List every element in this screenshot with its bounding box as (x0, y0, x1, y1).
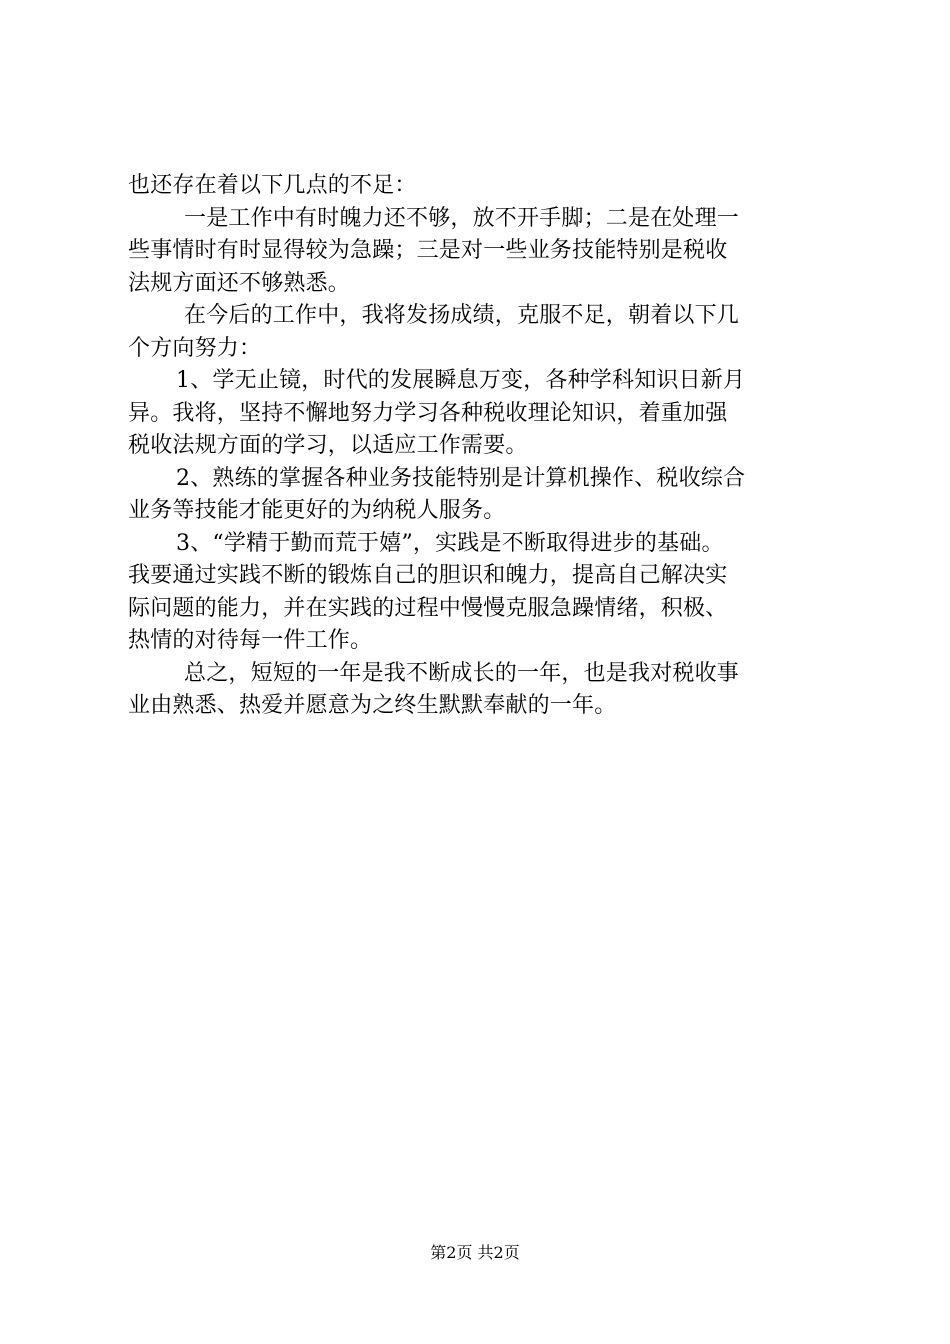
body-line: 也还存在着以下几点的不足： (128, 173, 417, 198)
body-line: 些事情时有时显得较为急躁；三是对一些业务技能特别是税收 (128, 238, 728, 263)
body-line: 总之，短短的一年是我不断成长的一年，也是我对税收事 (184, 660, 740, 686)
body-line: 1、学无止镜，时代的发展瞬息万变，各种学科知识日新月 (176, 368, 746, 393)
body-line: 业务等技能才能更好的为纳税人服务。 (128, 498, 506, 523)
body-line: 3、“学精于勤而荒于嬉”，实践是不断取得进步的基础。 (176, 530, 724, 556)
body-line: 我要通过实践不断的锻炼自己的胆识和魄力，提高自己解决实 (128, 563, 728, 588)
body-line: 税收法规方面的学习，以适应工作需要。 (128, 433, 528, 458)
body-line: 在今后的工作中，我将发扬成绩，克服不足，朝着以下几 (184, 303, 740, 328)
body-line: 一是工作中有时魄力还不够，放不开手脚；二是在处理一 (184, 205, 740, 231)
body-line: 热情的对待每一件工作。 (128, 628, 373, 653)
page-number: 第2页 共2页 (430, 1243, 520, 1262)
body-line: 业由熟悉、热爱并愿意为之终生默默奉献的一年。 (128, 693, 617, 718)
body-line: 个方向努力： (128, 335, 262, 361)
body-line: 际问题的能力，并在实践的过程中慢慢克服急躁情绪，积极、 (128, 595, 728, 621)
body-line: 法规方面还不够熟悉。 (128, 270, 351, 296)
body-line: 异。我将，坚持不懈地努力学习各种税收理论知识，着重加强 (128, 400, 728, 426)
body-line: 2、熟练的掌握各种业务技能特别是计算机操作、税收综合 (176, 465, 746, 491)
document-body (128, 170, 838, 723)
